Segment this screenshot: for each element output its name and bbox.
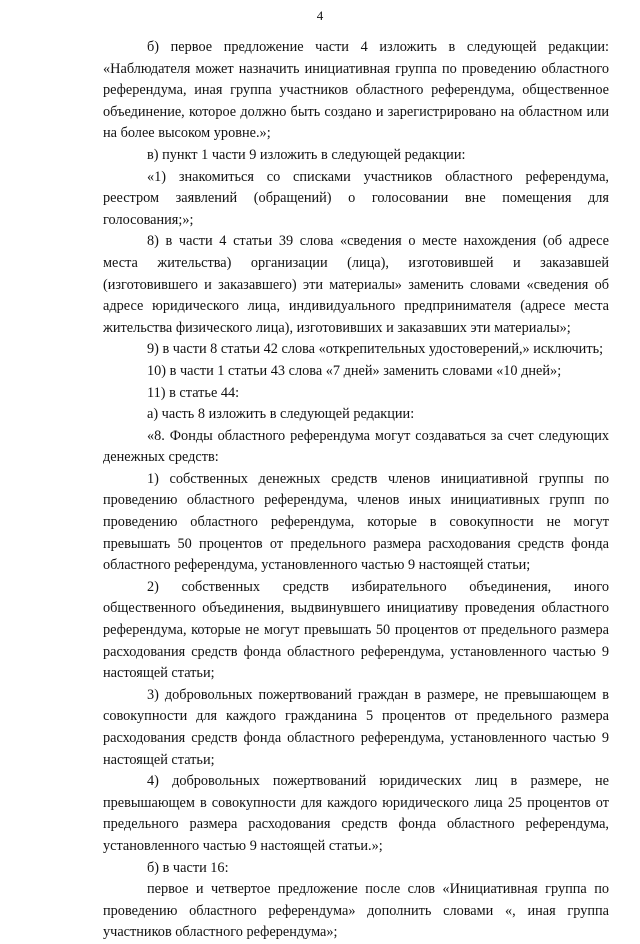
paragraph-funds-item-2: 2) собственных средств избирательного объединения, иного общественного объединения, выдвинувшего инициативу проведения областного референдума, которые не могут превышать 50 процентов от предельного размера расходования средств фонда областного референдума, установленного частью 9 настоящей статьи; <box>103 578 609 682</box>
paragraph-clause-v-heading: в) пункт 1 части 9 изложить в следующей редакции: <box>147 146 466 163</box>
paragraph-funds-item-1: 1) собственных денежных средств членов инициативной группы по проведению областного референдума, членов иных инициативных групп по проведению областного референдума, которые в совокупности не могут превышать 50 процентов от предельного размера расходования средств фонда областного референдума, установленного частью 9 настоящей статьи; <box>103 470 609 574</box>
paragraph-funds-item-3: 3) добровольных пожертвований граждан в размере, не превышающем в совокупности для каждого гражданина 5 процентов от предельного размера расходования средств фонда областного референдума, установленного частью 9 настоящей статьи; <box>103 686 609 768</box>
document-body <box>103 37 609 944</box>
paragraph-clause-b-part-16: б) в части 16: <box>147 859 229 876</box>
paragraph-funds-item-4: 4) добровольных пожертвований юридических лиц в размере, не превышающем в совокупности для каждого юридического лица 25 процентов от предельного размера расходования средств фонда областного референдума, установленного частью 9 настоящей статьи.»; <box>103 773 609 854</box>
paragraph-clause-b-observer: б) первое предложение части 4 изложить в следующей редакции: «Наблюдателя может назначить инициативная группа по проведению областного референдума, иная группа участников областного референдума, общественное объединение, которое должно быть создано и зарегистрировано на областном или на более высоком уровне.»; <box>103 39 609 142</box>
paragraph-part-8-intro: «8. Фонды областного референдума могут создаваться за счет следующих денежных средств: <box>103 427 609 466</box>
paragraph-clause-v-text: «1) знакомиться со списками участников областного референдума, реестром заявлений (обращений) о голосовании вне помещения для голосования;»; <box>103 168 609 228</box>
paragraph-clause-a-heading: а) часть 8 изложить в следующей редакции: <box>147 406 415 423</box>
paragraph-item-9: 9) в части 8 статьи 42 слова «открепительных удостоверений,» исключить; <box>147 341 604 358</box>
paragraph-item-10: 10) в части 1 статьи 43 слова «7 дней» заменить словами «10 дней»; <box>147 362 562 379</box>
paragraph-item-11: 11) в статье 44: <box>147 384 240 401</box>
page-number: 4 <box>316 8 324 23</box>
paragraph-item-8: 8) в части 4 статьи 39 слова «сведения о месте нахождения (об адресе места жительства) организации (лица), изготовившей и заказавшей (изготовившего и заказавшего) эти материалы» заменить словами «сведения об адресе юридического лица, индивидуального предпринимателя (адресе места жительства физического лица), изготовивших и заказавших эти материалы»; <box>103 233 609 336</box>
paragraph-first-fourth-sentence: первое и четвертое предложение после слов «Инициативная группа по проведению областного референдума» дополнить словами «, иная группа участников областного референдума»; <box>103 881 609 941</box>
